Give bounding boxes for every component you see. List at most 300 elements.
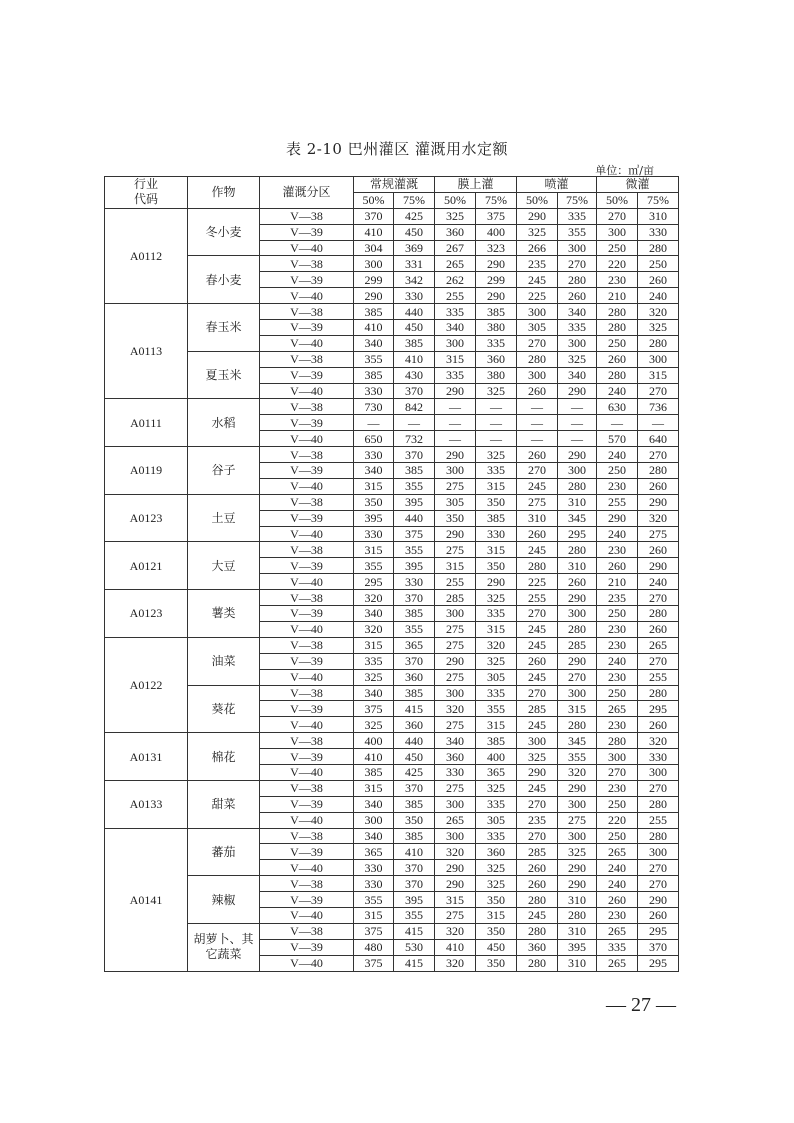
table-title: 表 2-10 巴州灌区 灌溉用水定额: [285, 140, 508, 158]
quota-value-cell: 270: [638, 383, 679, 399]
quota-value-cell: 400: [476, 749, 517, 765]
quota-value-cell: 385: [476, 304, 517, 320]
quota-value-cell: 280: [517, 923, 558, 939]
industry-code-cell: A0111: [105, 399, 188, 447]
quota-value-cell: 425: [394, 764, 435, 780]
quota-value-cell: 275: [435, 907, 476, 923]
quota-value-cell: 385: [394, 796, 435, 812]
quota-value-cell: 350: [476, 494, 517, 510]
quota-value-cell: 395: [354, 510, 394, 526]
industry-code-cell: A0119: [105, 447, 188, 495]
zone-cell: V—40: [260, 478, 354, 494]
quota-value-cell: 255: [597, 494, 638, 510]
quota-value-cell: 310: [638, 208, 679, 224]
quota-value-cell: 325: [435, 208, 476, 224]
quota-value-cell: 290: [435, 447, 476, 463]
zone-cell: V—40: [260, 907, 354, 923]
quota-value-cell: 240: [597, 876, 638, 892]
quota-value-cell: 280: [638, 606, 679, 622]
zone-cell: V—39: [260, 320, 354, 336]
quota-value-cell: 385: [476, 510, 517, 526]
zone-cell: V—39: [260, 892, 354, 908]
industry-code-cell: A0123: [105, 494, 188, 542]
header-zone: 灌溉分区: [260, 177, 354, 209]
quota-value-cell: 430: [394, 367, 435, 383]
quota-value-cell: 290: [597, 510, 638, 526]
quota-value-cell: 290: [638, 892, 679, 908]
zone-cell: V—39: [260, 463, 354, 479]
quota-value-cell: 842: [394, 399, 435, 415]
quota-value-cell: 375: [476, 208, 517, 224]
header-method-film: 膜上灌: [435, 177, 517, 193]
quota-value-cell: 260: [597, 351, 638, 367]
zone-cell: V—39: [260, 749, 354, 765]
zone-cell: V—38: [260, 351, 354, 367]
quota-value-cell: 245: [517, 542, 558, 558]
quota-value-cell: 360: [476, 351, 517, 367]
crop-cell: 辣椒: [188, 876, 260, 924]
zone-cell: V—39: [260, 606, 354, 622]
quota-value-cell: 220: [597, 256, 638, 272]
crop-cell: 棉花: [188, 733, 260, 781]
quota-value-cell: 340: [354, 463, 394, 479]
quota-value-cell: 280: [517, 955, 558, 971]
quota-value-cell: 290: [435, 860, 476, 876]
quota-value-cell: 325: [476, 383, 517, 399]
quota-value-cell: 290: [638, 494, 679, 510]
quota-value-cell: 255: [435, 288, 476, 304]
quota-value-cell: 315: [354, 542, 394, 558]
quota-value-cell: 265: [435, 812, 476, 828]
crop-cell: 谷子: [188, 447, 260, 495]
quota-value-cell: 270: [638, 447, 679, 463]
quota-value-cell: 225: [517, 574, 558, 590]
quota-value-cell: 310: [558, 558, 597, 574]
quota-value-cell: 305: [476, 812, 517, 828]
quota-value-cell: 355: [558, 224, 597, 240]
quota-value-cell: 275: [435, 478, 476, 494]
quota-value-cell: 360: [435, 224, 476, 240]
industry-code-cell: A0123: [105, 590, 188, 638]
quota-value-cell: 325: [476, 876, 517, 892]
quota-value-cell: 300: [638, 844, 679, 860]
quota-value-cell: 240: [597, 526, 638, 542]
zone-cell: V—40: [260, 335, 354, 351]
quota-value-cell: 410: [394, 351, 435, 367]
table-row: [105, 733, 679, 749]
quota-value-cell: —: [354, 415, 394, 431]
quota-value-cell: 310: [558, 892, 597, 908]
quota-value-cell: 300: [597, 224, 638, 240]
zone-cell: V—40: [260, 621, 354, 637]
quota-value-cell: 295: [558, 526, 597, 542]
crop-cell: 油菜: [188, 637, 260, 685]
quota-value-cell: 330: [394, 574, 435, 590]
industry-code-cell: A0113: [105, 304, 188, 399]
quota-value-cell: 385: [354, 367, 394, 383]
quota-value-cell: 270: [597, 208, 638, 224]
quota-value-cell: 315: [476, 907, 517, 923]
quota-value-cell: 305: [517, 320, 558, 336]
quota-value-cell: 375: [354, 923, 394, 939]
industry-code-cell: A0131: [105, 733, 188, 781]
quota-value-cell: 260: [638, 717, 679, 733]
quota-value-cell: 355: [394, 621, 435, 637]
quota-value-cell: 250: [597, 685, 638, 701]
quota-value-cell: 325: [476, 860, 517, 876]
quota-value-cell: 270: [638, 653, 679, 669]
zone-cell: V—40: [260, 240, 354, 256]
quota-value-cell: 240: [597, 447, 638, 463]
quota-value-cell: 340: [435, 320, 476, 336]
quota-value-cell: 335: [597, 939, 638, 955]
quota-value-cell: 375: [354, 955, 394, 971]
quota-value-cell: 370: [394, 590, 435, 606]
quota-value-cell: 210: [597, 574, 638, 590]
table-row: [105, 828, 679, 844]
quota-value-cell: 235: [597, 590, 638, 606]
quota-value-cell: 360: [435, 749, 476, 765]
quota-value-cell: 385: [476, 733, 517, 749]
zone-cell: V—38: [260, 828, 354, 844]
quota-value-cell: 280: [638, 685, 679, 701]
quota-value-cell: 290: [558, 383, 597, 399]
quota-value-cell: 240: [597, 383, 638, 399]
quota-value-cell: —: [517, 415, 558, 431]
quota-value-cell: 230: [597, 272, 638, 288]
quota-value-cell: 210: [597, 288, 638, 304]
quota-value-cell: 340: [354, 796, 394, 812]
quota-value-cell: 280: [558, 717, 597, 733]
quota-value-cell: 230: [597, 717, 638, 733]
industry-code-cell: A0133: [105, 780, 188, 828]
zone-cell: V—38: [260, 208, 354, 224]
industry-code-cell: A0121: [105, 542, 188, 590]
quota-value-cell: 275: [435, 669, 476, 685]
quota-value-cell: 270: [638, 860, 679, 876]
quota-value-cell: 325: [558, 844, 597, 860]
quota-value-cell: 260: [638, 907, 679, 923]
quota-value-cell: 230: [597, 907, 638, 923]
quota-value-cell: 315: [558, 701, 597, 717]
table-row: [105, 208, 679, 224]
quota-value-cell: 280: [597, 367, 638, 383]
crop-cell: 蕃茄: [188, 828, 260, 876]
quota-value-cell: 260: [597, 558, 638, 574]
irrigation-quota-table: [104, 176, 679, 972]
crop-cell: 葵花: [188, 685, 260, 733]
quota-value-cell: 440: [394, 510, 435, 526]
table-row: [105, 637, 679, 653]
quota-value-cell: 365: [394, 637, 435, 653]
quota-value-cell: 320: [435, 923, 476, 939]
quota-value-cell: 370: [394, 780, 435, 796]
quota-value-cell: 450: [394, 749, 435, 765]
quota-value-cell: 285: [435, 590, 476, 606]
quota-value-cell: 250: [597, 606, 638, 622]
quota-value-cell: 266: [517, 240, 558, 256]
quota-value-cell: 300: [517, 367, 558, 383]
quota-value-cell: 260: [517, 383, 558, 399]
quota-value-cell: 736: [638, 399, 679, 415]
quota-value-cell: 370: [354, 208, 394, 224]
quota-value-cell: 290: [435, 653, 476, 669]
quota-value-cell: 385: [394, 335, 435, 351]
zone-cell: V—39: [260, 558, 354, 574]
quota-value-cell: 290: [435, 876, 476, 892]
quota-value-cell: 260: [558, 574, 597, 590]
quota-value-cell: 300: [558, 463, 597, 479]
quota-value-cell: 304: [354, 240, 394, 256]
quota-value-cell: 270: [517, 606, 558, 622]
table-row: [105, 685, 679, 701]
quota-value-cell: —: [476, 431, 517, 447]
header-pct50: 50%: [597, 192, 638, 208]
quota-value-cell: 345: [558, 733, 597, 749]
quota-value-cell: 320: [558, 764, 597, 780]
quota-value-cell: 295: [638, 701, 679, 717]
quota-value-cell: —: [638, 415, 679, 431]
quota-value-cell: 230: [597, 478, 638, 494]
quota-value-cell: 255: [435, 574, 476, 590]
zone-cell: V—39: [260, 272, 354, 288]
quota-value-cell: 265: [597, 923, 638, 939]
quota-value-cell: 250: [597, 335, 638, 351]
table-row: [105, 494, 679, 510]
quota-value-cell: 300: [435, 828, 476, 844]
quota-value-cell: 255: [638, 812, 679, 828]
zone-cell: V—38: [260, 637, 354, 653]
quota-value-cell: 285: [558, 637, 597, 653]
quota-value-cell: 260: [517, 860, 558, 876]
quota-value-cell: 255: [638, 669, 679, 685]
quota-value-cell: 260: [638, 478, 679, 494]
quota-value-cell: 290: [435, 526, 476, 542]
quota-value-cell: 410: [435, 939, 476, 955]
zone-cell: V—38: [260, 256, 354, 272]
header-industry-code: 行业 代码: [105, 177, 188, 209]
quota-value-cell: 245: [517, 637, 558, 653]
zone-cell: V—39: [260, 844, 354, 860]
quota-value-cell: 325: [354, 717, 394, 733]
quota-value-cell: 480: [354, 939, 394, 955]
quota-value-cell: 385: [394, 828, 435, 844]
zone-cell: V—40: [260, 860, 354, 876]
quota-value-cell: 410: [354, 320, 394, 336]
quota-value-cell: 315: [638, 367, 679, 383]
quota-value-cell: 299: [476, 272, 517, 288]
quota-value-cell: 360: [476, 844, 517, 860]
quota-value-cell: 235: [517, 256, 558, 272]
quota-value-cell: 250: [597, 240, 638, 256]
header-crop: 作物: [188, 177, 260, 209]
quota-value-cell: 300: [558, 796, 597, 812]
quota-value-cell: 380: [476, 320, 517, 336]
quota-value-cell: 385: [394, 685, 435, 701]
quota-value-cell: 335: [476, 335, 517, 351]
quota-value-cell: 245: [517, 272, 558, 288]
quota-value-cell: 300: [435, 463, 476, 479]
crop-cell: 胡萝卜、其它蔬菜: [188, 923, 260, 971]
quota-value-cell: 410: [354, 749, 394, 765]
quota-value-cell: 290: [558, 653, 597, 669]
quota-value-cell: 400: [354, 733, 394, 749]
quota-value-cell: 280: [558, 478, 597, 494]
zone-cell: V—38: [260, 494, 354, 510]
quota-value-cell: 270: [558, 669, 597, 685]
quota-value-cell: 355: [394, 478, 435, 494]
quota-value-cell: 290: [476, 288, 517, 304]
quota-value-cell: 330: [435, 764, 476, 780]
quota-value-cell: 385: [394, 463, 435, 479]
quota-value-cell: 300: [435, 796, 476, 812]
zone-cell: V—38: [260, 780, 354, 796]
quota-value-cell: 300: [558, 335, 597, 351]
quota-value-cell: 320: [435, 955, 476, 971]
quota-value-cell: 335: [476, 828, 517, 844]
quota-value-cell: 315: [435, 558, 476, 574]
quota-value-cell: 330: [476, 526, 517, 542]
crop-cell: 土豆: [188, 494, 260, 542]
quota-value-cell: 370: [394, 860, 435, 876]
table-body: [105, 208, 679, 971]
zone-cell: V—40: [260, 764, 354, 780]
quota-value-cell: 260: [517, 447, 558, 463]
quota-value-cell: 325: [638, 320, 679, 336]
table-row: [105, 351, 679, 367]
quota-value-cell: 240: [597, 653, 638, 669]
quota-value-cell: 250: [638, 256, 679, 272]
quota-value-cell: 415: [394, 955, 435, 971]
quota-value-cell: 370: [638, 939, 679, 955]
quota-value-cell: 320: [638, 304, 679, 320]
quota-value-cell: 323: [476, 240, 517, 256]
table-row: [105, 399, 679, 415]
quota-value-cell: 245: [517, 780, 558, 796]
zone-cell: V—39: [260, 510, 354, 526]
quota-value-cell: 280: [558, 621, 597, 637]
quota-value-cell: 355: [558, 749, 597, 765]
quota-value-cell: 380: [476, 367, 517, 383]
zone-cell: V—40: [260, 574, 354, 590]
zone-cell: V—38: [260, 876, 354, 892]
quota-value-cell: 325: [476, 780, 517, 796]
zone-cell: V—39: [260, 701, 354, 717]
crop-cell: 春小麦: [188, 256, 260, 304]
quota-value-cell: 260: [517, 526, 558, 542]
zone-cell: V—40: [260, 431, 354, 447]
quota-value-cell: 270: [638, 590, 679, 606]
quota-value-cell: 570: [597, 431, 638, 447]
quota-value-cell: 385: [354, 764, 394, 780]
quota-value-cell: 335: [558, 320, 597, 336]
quota-value-cell: 340: [558, 367, 597, 383]
quota-value-cell: 290: [558, 447, 597, 463]
quota-value-cell: 290: [558, 876, 597, 892]
crop-cell: 薯类: [188, 590, 260, 638]
quota-value-cell: 425: [394, 208, 435, 224]
quota-value-cell: 275: [435, 542, 476, 558]
quota-value-cell: 410: [394, 844, 435, 860]
quota-value-cell: 280: [638, 335, 679, 351]
quota-value-cell: 325: [517, 749, 558, 765]
crop-cell: 夏玉米: [188, 351, 260, 399]
quota-value-cell: 300: [354, 256, 394, 272]
quota-value-cell: 275: [435, 717, 476, 733]
quota-value-cell: 342: [394, 272, 435, 288]
zone-cell: V—40: [260, 669, 354, 685]
crop-cell: 冬小麦: [188, 208, 260, 256]
quota-value-cell: —: [517, 431, 558, 447]
quota-value-cell: 325: [476, 653, 517, 669]
quota-value-cell: 335: [558, 208, 597, 224]
quota-value-cell: 325: [354, 669, 394, 685]
quota-value-cell: —: [435, 399, 476, 415]
quota-value-cell: 365: [476, 764, 517, 780]
quota-value-cell: 355: [354, 351, 394, 367]
quota-value-cell: 335: [435, 367, 476, 383]
quota-value-cell: 300: [354, 812, 394, 828]
quota-value-cell: 280: [638, 828, 679, 844]
quota-value-cell: 335: [476, 606, 517, 622]
zone-cell: V—40: [260, 383, 354, 399]
quota-value-cell: 250: [597, 828, 638, 844]
quota-value-cell: —: [558, 415, 597, 431]
quota-value-cell: 270: [517, 796, 558, 812]
quota-value-cell: 260: [558, 288, 597, 304]
quota-value-cell: 280: [558, 542, 597, 558]
quota-value-cell: 300: [435, 606, 476, 622]
quota-value-cell: —: [558, 399, 597, 415]
quota-value-cell: 315: [354, 780, 394, 796]
header-method-micro: 微灌: [597, 177, 679, 193]
zone-cell: V—38: [260, 923, 354, 939]
quota-value-cell: 331: [394, 256, 435, 272]
quota-value-cell: 300: [558, 606, 597, 622]
quota-value-cell: 295: [638, 955, 679, 971]
quota-value-cell: 335: [354, 653, 394, 669]
quota-value-cell: 262: [435, 272, 476, 288]
quota-value-cell: 245: [517, 621, 558, 637]
quota-value-cell: 270: [558, 256, 597, 272]
zone-cell: V—39: [260, 415, 354, 431]
zone-cell: V—38: [260, 304, 354, 320]
quota-value-cell: 335: [476, 463, 517, 479]
quota-value-cell: 350: [476, 955, 517, 971]
quota-value-cell: —: [435, 415, 476, 431]
zone-cell: V—40: [260, 812, 354, 828]
quota-value-cell: 730: [354, 399, 394, 415]
quota-value-cell: 270: [597, 764, 638, 780]
quota-value-cell: 330: [354, 447, 394, 463]
quota-value-cell: 300: [638, 351, 679, 367]
crop-cell: 水稻: [188, 399, 260, 447]
quota-value-cell: 265: [597, 701, 638, 717]
quota-value-cell: 330: [354, 876, 394, 892]
crop-cell: 春玉米: [188, 304, 260, 352]
quota-value-cell: 325: [476, 590, 517, 606]
zone-cell: V—40: [260, 717, 354, 733]
quota-value-cell: 290: [517, 208, 558, 224]
quota-value-cell: 530: [394, 939, 435, 955]
quota-value-cell: 320: [476, 637, 517, 653]
quota-value-cell: 369: [394, 240, 435, 256]
table-row: [105, 590, 679, 606]
quota-value-cell: 280: [597, 304, 638, 320]
quota-value-cell: 290: [435, 383, 476, 399]
quota-value-cell: 305: [476, 669, 517, 685]
quota-value-cell: 240: [638, 574, 679, 590]
